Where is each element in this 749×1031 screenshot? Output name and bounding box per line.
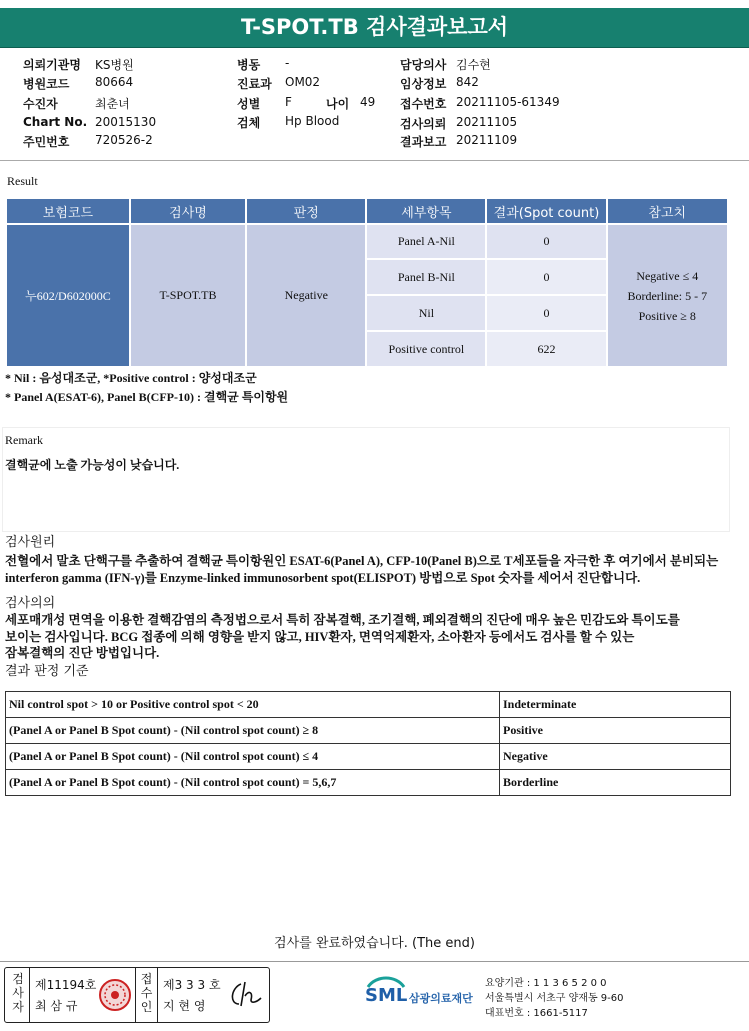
signature-box xyxy=(4,967,270,1023)
info-value: 20211109 xyxy=(456,133,518,147)
spot-count: 0 xyxy=(486,259,606,295)
principle-label: 검사원리 xyxy=(5,535,56,550)
principle-line: 전혈에서 말초 단핵구를 추출하여 결핵균 특이항원인 ESAT-6(Panel A), CFP-10(Panel B)으로 T세포들을 자극한 후 여기에서 분비되는 xyxy=(5,554,719,568)
significance-line: 세포매개성 면역을 이용한 결핵감염의 측정법으로서 특히 잠복결핵, 조기결핵, 폐외결핵의 진단에 매우 높은 민감도와 특이도를 xyxy=(5,613,680,627)
reference-line: Positive ≥ 8 xyxy=(638,308,696,323)
criteria-result: Borderline xyxy=(500,770,731,796)
footer-divider xyxy=(0,961,749,962)
info-label: 진료과 xyxy=(237,77,272,91)
header-cell: 참고치 xyxy=(607,198,728,224)
result-note: * Panel A(ESAT-6), Panel B(CFP-10) : 결핵균 특이항원 xyxy=(5,390,289,404)
judgment: Negative xyxy=(246,224,366,367)
examiner-label: 검 사 자 xyxy=(12,972,24,1014)
info-value: 최춘녀 xyxy=(95,97,130,111)
info-label: 수진자 xyxy=(23,97,58,111)
significance-line: 보이는 검사입니다. BCG 접종에 의해 영향을 받지 않고, HIV환자, 면역억제환자, 소아환자 등에서도 검사를 할 수 있는 xyxy=(5,629,635,644)
examiner-name: 최 삼 규 xyxy=(35,999,78,1013)
detail-item: Nil xyxy=(366,295,486,331)
info-value: 20211105 xyxy=(456,115,518,129)
info-value: 김수현 xyxy=(456,58,491,72)
info-label: 병동 xyxy=(237,58,261,72)
info-value: OM02 xyxy=(285,75,321,89)
institution-line: 요양기관 : 1 1 3 6 5 2 0 0 xyxy=(485,978,607,989)
info-value: 20015130 xyxy=(95,115,157,129)
phone-line: 대표번호 : 1661-5117 xyxy=(485,1008,588,1019)
spot-count: 0 xyxy=(486,295,606,331)
info-value: 842 xyxy=(456,75,479,89)
info-label: 성별 xyxy=(237,97,261,111)
criteria-condition: (Panel A or Panel B Spot count) - (Nil control spot count) ≥ 8 xyxy=(6,718,500,744)
criteria-result: Indeterminate xyxy=(500,692,731,718)
header-cell: 보험코드 xyxy=(6,198,130,224)
result-row xyxy=(6,224,728,259)
sml-logo xyxy=(364,973,484,1013)
examiner-license: 제11194호 xyxy=(35,978,97,992)
examiner-seal-icon xyxy=(98,978,132,1012)
principle-text xyxy=(5,553,735,586)
logo-text: SML xyxy=(365,985,408,1006)
logo-org: 삼광의료재단 xyxy=(409,992,473,1005)
info-label: 의뢰기관명 xyxy=(23,58,81,72)
criteria-result: Positive xyxy=(500,718,731,744)
info-label: 담당의사 xyxy=(400,58,447,72)
reference-range xyxy=(607,224,728,367)
criteria-result: Negative xyxy=(500,744,731,770)
criteria-condition: Nil control spot > 10 or Positive control spot < 20 xyxy=(6,692,500,718)
confirmer-label: 접 수 인 xyxy=(140,972,153,1014)
principle-line: interferon gamma (IFN-γ)를 Enzyme-linked immunosorbent spot(ELISPOT) 방법으로 Spot 숫자를 세어서 진단합니다. xyxy=(5,570,641,585)
info-value: 80664 xyxy=(95,75,134,89)
report-title: T-SPOT.TB 검사결과보고서 xyxy=(240,15,509,39)
info-label: 결과보고 xyxy=(400,135,447,149)
criteria-table xyxy=(5,691,731,796)
report-title-bar xyxy=(0,8,749,48)
remark-text: 결핵균에 노출 가능성이 낮습니다. xyxy=(5,458,180,472)
criteria-row xyxy=(6,770,731,796)
detail-item: Panel B-Nil xyxy=(366,259,486,295)
reference-line: Borderline: 5 - 7 xyxy=(627,288,708,303)
divider xyxy=(0,160,749,161)
criteria-row xyxy=(6,744,731,770)
institution-info xyxy=(485,976,624,1021)
patient-info xyxy=(0,50,749,160)
detail-item: Positive control xyxy=(366,331,486,367)
header-cell: 판정 xyxy=(246,198,366,224)
remark-box xyxy=(2,427,730,532)
info-label: 주민번호 xyxy=(23,135,70,149)
criteria-condition: (Panel A or Panel B Spot count) - (Nil control spot count) ≤ 4 xyxy=(6,744,500,770)
address-line: 서울특별시 서초구 양재동 9-60 xyxy=(485,993,624,1004)
criteria-label: 결과 판정 기준 xyxy=(5,664,89,679)
spot-count: 622 xyxy=(486,331,606,367)
age-label: 나이 xyxy=(326,97,350,111)
result-table xyxy=(5,197,729,368)
criteria-condition: (Panel A or Panel B Spot count) - (Nil control spot count) = 5,6,7 xyxy=(6,770,500,796)
info-label: 임상정보 xyxy=(400,77,447,91)
insurance-code: 누602/D602000C xyxy=(6,224,130,367)
info-label: 검체 xyxy=(237,116,261,130)
significance-text xyxy=(5,612,735,662)
spot-count: 0 xyxy=(486,224,606,259)
header-cell: 검사명 xyxy=(130,198,246,224)
test-name: T-SPOT.TB xyxy=(130,224,246,367)
result-section-label: Result xyxy=(7,174,38,188)
info-label: 접수번호 xyxy=(400,97,447,111)
age-value: 49 xyxy=(360,95,376,109)
info-value: Hp Blood xyxy=(285,114,340,128)
info-value: 720526-2 xyxy=(95,133,153,147)
confirmer-license: 제3 3 3 호 xyxy=(163,978,221,992)
header-cell: 결과(Spot count) xyxy=(486,198,606,224)
info-label: Chart No. xyxy=(23,115,88,129)
remark-label: Remark xyxy=(5,433,43,447)
criteria-row xyxy=(6,692,731,718)
info-value: 20211105-61349 xyxy=(456,95,560,109)
significance-line: 잠복결핵의 진단 방법입니다. xyxy=(5,646,160,660)
reference-line: Negative ≤ 4 xyxy=(636,268,699,283)
criteria-row xyxy=(6,718,731,744)
result-note: * Nil : 음성대조군, *Positive control : 양성대조군 xyxy=(5,371,257,385)
confirmer-name: 지 현 영 xyxy=(163,999,206,1013)
signature-icon xyxy=(227,978,265,1010)
detail-item: Panel A-Nil xyxy=(366,224,486,259)
end-text: 검사를 완료하였습니다. (The end) xyxy=(274,936,475,951)
info-label: 병원코드 xyxy=(23,77,70,91)
info-value: - xyxy=(285,56,290,70)
result-header-row xyxy=(6,198,728,224)
info-label: 검사의뢰 xyxy=(400,117,447,131)
header-cell: 세부항목 xyxy=(366,198,486,224)
significance-label: 검사의의 xyxy=(5,596,56,611)
info-value: F xyxy=(285,95,292,109)
info-value: KS병원 xyxy=(95,58,134,72)
